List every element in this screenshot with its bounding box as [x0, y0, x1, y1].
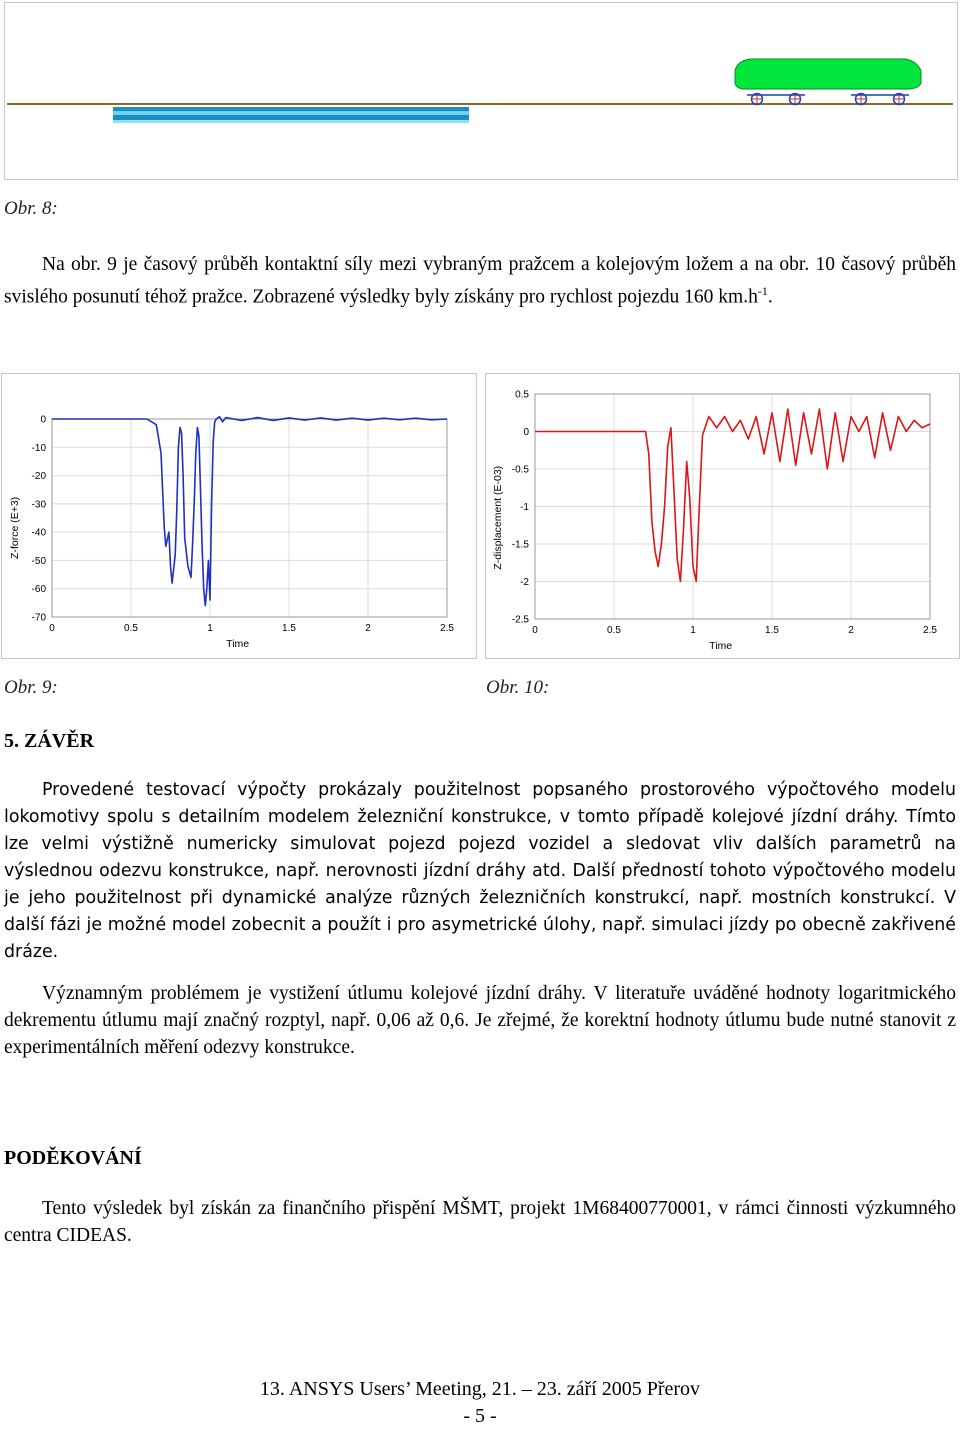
x-tick-label: 2.5: [440, 623, 454, 634]
x-tick-label: 1.5: [282, 623, 296, 634]
y-tick-label: -2.5: [511, 614, 529, 626]
x-tick-label: 1.5: [765, 625, 779, 636]
acknowledgement-text: Tento výsledek byl získán za finančního přispění MŠMT, projekt 1M68400770001, v rámci činnosti výzkumného centra CIDEAS.: [4, 1198, 956, 1246]
track-bed-layer-1: [113, 107, 469, 111]
series-line: [52, 417, 447, 606]
y-tick-label: -60: [31, 584, 46, 596]
plot-area: [52, 419, 447, 617]
x-tick-label: 1: [690, 625, 696, 636]
y-axis-label: Z-displacement (E-03): [492, 465, 504, 570]
track-bed-layer-4: [113, 120, 469, 123]
intro-superscript: -1: [757, 284, 768, 298]
x-tick-label: 0.5: [607, 625, 621, 636]
track-bed-layer-3: [113, 115, 469, 120]
y-axis-label: Z-force (E+3): [9, 496, 21, 559]
x-tick-label: 1: [207, 623, 213, 634]
x-axis-label: Time: [709, 640, 733, 652]
acknowledgement-heading: PODĚKOVÁNÍ: [4, 1147, 142, 1169]
x-tick-label: 2: [365, 623, 371, 634]
figure-9-caption: Obr. 9:: [4, 677, 58, 698]
x-tick-label: 0: [532, 625, 538, 636]
x-axis-label: Time: [226, 638, 250, 650]
y-tick-label: 0.5: [515, 389, 529, 401]
y-tick-label: 0: [40, 414, 46, 426]
y-tick-label: -70: [31, 612, 46, 624]
figure-9-chart: [2, 374, 476, 658]
x-tick-label: 0.5: [124, 623, 138, 634]
y-tick-label: -40: [31, 527, 46, 539]
intro-paragraph: [4, 251, 956, 311]
y-tick-label: -20: [31, 471, 46, 483]
y-tick-label: -1: [520, 502, 529, 513]
figure-10-chart: [486, 374, 959, 658]
figure-10-frame: [485, 373, 960, 659]
intro-text: Na obr. 9 je časový průběh kontaktní síly mezi vybraným pražcem a kolejovým ložem a na obr. 10 časový průběh svislého posunutí téhož pražce. Zobrazené výsledky byly získány pro rychlost pojezdu 160 km.h: [4, 254, 956, 308]
y-tick-label: -2: [520, 577, 529, 588]
x-tick-label: 0: [49, 623, 55, 634]
y-tick-label: 0: [523, 427, 529, 438]
y-tick-label: -0.5: [511, 464, 529, 476]
y-tick-label: -30: [31, 499, 46, 511]
x-tick-label: 2.5: [923, 625, 937, 636]
footer-page-number: - 5 -: [463, 1405, 497, 1427]
intro-text-end: .: [767, 286, 773, 308]
section-5-paragraph-2: Významným problémem je vystižení útlumu kolejové jízdní dráhy. V literatuře uváděné hodnoty logaritmického dekrementu útlumu mají značný rozptyl, např. 0,06 až 0,6. Je zřejmé, že korektní hodnoty útlumu bude nutné stanovit z experimentálních měření odezvy konstrukce.: [4, 983, 956, 1058]
track-bed-layer-2: [113, 111, 469, 115]
x-tick-label: 2: [848, 625, 854, 636]
figure-8-frame: [4, 2, 958, 180]
figure-8-model: [5, 3, 957, 179]
section-5-paragraph-1: Provedené testovací výpočty prokázaly použitelnost popsaného prostorového výpočtového modelu lokomotivy spolu s detailním modelem železniční konstrukce, v tomto případě kolejové jízdní dráhy. Tímto lze velmi výstižně numericky simulovat pojezd pojezd vozidel a sledovat vliv dalších parametrů na výslednou odezvu konstrukce, např. nerovnosti jízdní dráhy atd. Další předností tohoto výpočtového modelu je jeho použitelnost při dynamické analýze různých železničních konstrukcí, např. mostních konstrukcí. V další fázi je možné model zobecnit a použít i pro asymetrické úlohy, např. simulaci jízdy po obecně zakřivené dráze.: [4, 780, 956, 962]
y-tick-label: -1.5: [511, 539, 529, 551]
y-tick-label: -10: [31, 442, 46, 454]
figure-9-frame: [1, 373, 477, 659]
locomotive-body: [735, 59, 921, 89]
footer-conference: 13. ANSYS Users’ Meeting, 21. – 23. září 2005 Přerov: [259, 1378, 701, 1400]
section-5-heading: 5. ZÁVĚR: [4, 730, 95, 752]
figure-8-caption: Obr. 8:: [4, 198, 58, 219]
y-tick-label: -50: [31, 555, 46, 567]
series-line: [535, 409, 930, 582]
figure-10-caption: Obr. 10:: [486, 677, 550, 698]
